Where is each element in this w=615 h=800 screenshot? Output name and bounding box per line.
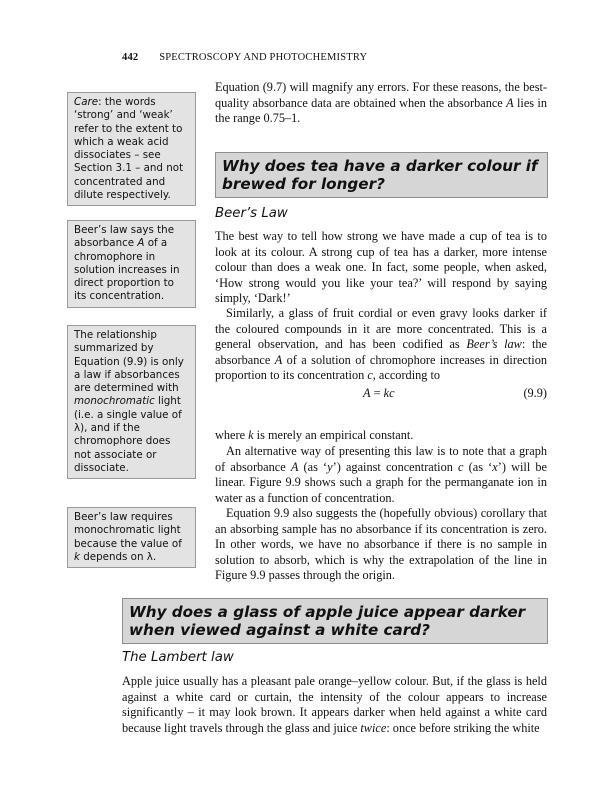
subheading-beers-law: Beer’s Law	[215, 206, 288, 221]
margin-note-italic: k	[74, 550, 80, 563]
italic-text: A	[290, 459, 299, 474]
body-text: lies in the range 0.75–1.	[215, 95, 547, 126]
margin-note-text: Beer’s law requires monochromatic light because the value of	[74, 511, 182, 550]
margin-note-care	[67, 92, 196, 206]
body-text: where	[215, 428, 249, 442]
intro-paragraph	[215, 80, 547, 127]
body-text: Equation (9.7) will magnify any errors. For these reasons, the best-quality absorbance data are obtained when the absorbance	[215, 80, 547, 110]
margin-note-text: of a chromophore in solution increases in direct proportion to its concentration.	[74, 237, 180, 303]
equation-number: (9.9)	[523, 386, 547, 400]
margin-note-care-lead: Care	[74, 96, 99, 108]
body-text: : once before striking the white	[386, 720, 540, 735]
body-text: An alternative way of presenting this law is to note that a graph of absorbance	[215, 444, 547, 474]
equation-rhs: kc	[383, 386, 395, 400]
italic-text: k	[248, 428, 254, 442]
italic-text: x	[492, 459, 498, 474]
italic-text: A	[506, 95, 514, 110]
body-text: Apple juice usually has a pleasant pale orange–yellow colour. But, if the glass is held against a white card or curtain, the intensity of the colour appears to increase significantly – it may look brown. It appears darker when held against a white card because light travels through the glass and juice	[122, 674, 547, 735]
section1-paragraph-1	[215, 229, 547, 307]
body-text: (as ‘	[298, 459, 328, 474]
margin-note-monochromatic	[67, 507, 196, 568]
italic-text: y	[327, 459, 333, 474]
body-text: of a solution of chromophore increases in direction proportion to its concentration	[215, 352, 547, 383]
body-text: , according to	[372, 368, 441, 383]
running-title: SPECTROSCOPY AND PHOTOCHEMISTRY	[159, 52, 368, 63]
italic-text: Beer’s law	[466, 337, 522, 352]
margin-note-text: Beer’s law says the absorbance	[74, 224, 175, 250]
page-number: 442	[122, 52, 139, 63]
margin-note-relationship	[67, 325, 196, 479]
body-text: ’) against concentration	[332, 459, 459, 474]
margin-note-italic: monochromatic	[74, 395, 155, 408]
margin-note-italic: A	[137, 237, 145, 250]
equation-expression	[363, 386, 395, 401]
section1-paragraph-5	[215, 506, 547, 584]
section-heading-tea: Why does tea have a darker colour if brewed for longer?	[215, 152, 548, 198]
italic-text: c	[367, 368, 373, 383]
running-header	[122, 52, 367, 63]
section1-paragraph-2	[215, 306, 547, 384]
equation-lhs: A	[363, 386, 371, 400]
body-text: : the absorbance	[215, 337, 547, 367]
italic-text: twice	[360, 720, 387, 735]
section2-paragraph-1	[122, 674, 547, 736]
equation-equals: =	[370, 386, 384, 400]
margin-note-text: The relationship summarized by Equation (9.9) is only a law if absorbances are determined with	[74, 329, 184, 395]
margin-note-text: light (i.e. a single value of λ), and if the chromophore does not associate or dissociate.	[74, 395, 182, 474]
body-text: Equation 9.9 also suggests the (hopefully obvious) corollary that an absorbing sample has no absorbance if its concentration is zero. In other words, we have no absorbance if there is no sample in solution to absorb, which is why the extrapolation of the line in Figure 9.9 passes through the origin.	[215, 506, 547, 583]
italic-text: c	[458, 459, 464, 474]
body-text: ’) will be linear. Figure 9.9 shows such a graph for the permanganate ion in water as a function of concentration.	[215, 459, 547, 505]
subheading-lambert-law: The Lambert law	[122, 650, 234, 665]
body-text: Similarly, a glass of fruit cordial or even gravy looks darker if the coloured compounds in it are more concentrated. This is a general observation, and has been codified as	[215, 306, 547, 352]
body-text: The best way to tell how strong we have made a cup of tea is to look at its colour. A strong cup of tea has a darker, more intense colour than does a weak one. In fact, some people, when asked, ‘How strong would you like your tea?’ will respond by saying simply, ‘Dark!’	[215, 229, 547, 306]
section-heading-apple-juice: Why does a glass of apple juice appear darker when viewed against a white card?	[122, 598, 548, 644]
section1-paragraph-4	[215, 444, 547, 506]
section1-paragraph-3	[215, 428, 547, 444]
margin-note-beers-law	[67, 220, 196, 308]
margin-note-care-text: : the words ‘strong’ and ‘weak’ refer to the extent to which a weak acid dissociates – see Section 3.1 – and not concentrated and dilute respectively.	[74, 96, 184, 202]
italic-text: A	[274, 352, 283, 367]
body-text: (as ‘	[463, 459, 493, 474]
body-text: is merely an empirical constant.	[253, 428, 414, 442]
margin-note-text: depends on λ.	[79, 550, 157, 563]
